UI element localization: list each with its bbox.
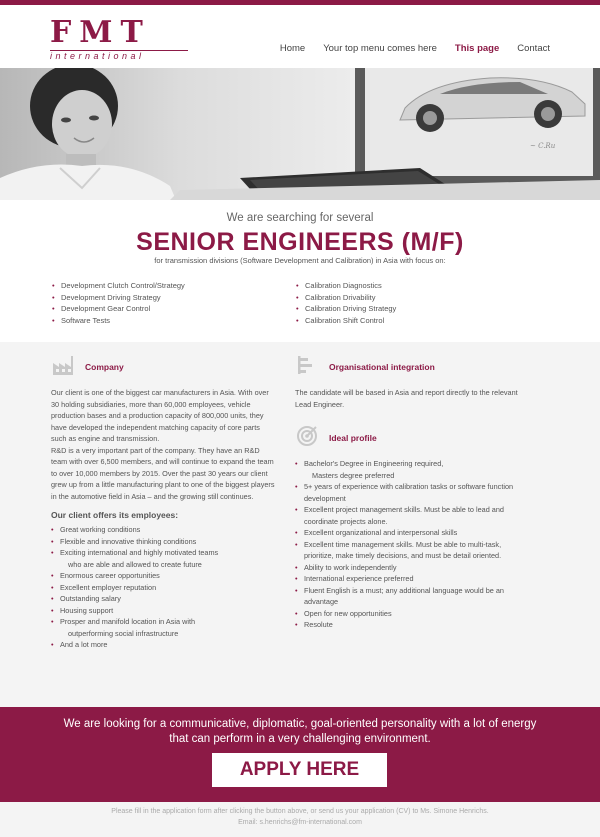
hero-image [0,68,600,200]
list-item: • Open for new opportunities [295,608,520,620]
focus-item: • Calibration Driving Strategy [296,303,396,315]
nav-this-page[interactable]: This page [454,43,500,54]
list-item: • Excellent project management skills. Must be able to lead and coordinate projects alone. [295,504,520,527]
cta-text: We are looking for a communicative, diplomatic, goal-oriented personality with a lot of energy that can perform in a very challenging environment. [63,718,537,745]
list-item: • Prosper and manifold location in Asia with outperforming social infrastructure [51,616,276,639]
svg-text:~ C.Ru: ~ C.Ru [530,142,556,150]
job-subheading: for transmission divisions (Software Development and Calibration) in Asia with focus on: [154,256,446,265]
apply-here-button[interactable]: APPLY HERE [212,753,387,787]
footer-email[interactable]: Email: s.henrichs@fm-international.com [238,819,362,826]
nav-top-menu[interactable]: Your top menu comes here [323,43,437,54]
job-headline: SENIOR ENGINEERS (M/F) [136,228,464,256]
call-to-action-banner [0,707,600,802]
list-item: • Fluent English is a must; any additional language would be an advantage [295,585,520,608]
logo-wordmark: FMT [50,15,151,50]
footer-instructions: Please fill in the application form after clicking the button above, or send us your application (CV) to Ms. Simone Henrichs. [111,808,489,815]
site-header [0,5,600,68]
organisation-header [295,355,520,379]
profile-header [295,426,520,450]
profile-title: Ideal profile [329,433,377,443]
company-title: Company [85,362,124,372]
list-item: • 5+ years of experience with calibration tasks or software function development [295,481,520,504]
list-item: • Excellent organizational and interpersonal skills [295,527,520,539]
focus-list-left [52,280,185,326]
company-section [51,355,276,651]
list-item: • Enormous career opportunities [51,570,276,582]
engineer-at-computer-illustration [0,68,600,200]
nav-contact[interactable]: Contact [517,43,550,54]
list-item: • International experience preferred [295,573,520,585]
list-item: • Bachelor's Degree in Engineering required, Masters degree preferred [295,458,520,481]
list-item: • Flexible and innovative thinking conditions [51,536,276,548]
list-item: • Outstanding salary [51,593,276,605]
nav-home[interactable]: Home [279,43,306,54]
logo-subtitle: international [50,51,145,61]
focus-item: • Calibration Diagnostics [296,280,396,292]
company-rnd-description: R&D is a very important part of the company. They have an R&D team with over 6,500 members, and will continue to expand the team to over 10,000 members by 2015. Over the past 30 years our client grew up from a little manufacturing plant to one of the biggest players in the automotive field in Asia – and the growing still continues. [51,445,275,501]
list-item: • Resolute [295,619,520,631]
factory-icon [51,353,75,382]
organisation-section [295,355,520,631]
offers-heading: Our client offers its employees: [51,510,179,520]
organisation-title: Organisational integration [329,362,435,372]
focus-item: • Calibration Drivability [296,292,396,304]
list-item: • Excellent time management skills. Must be able to multi-task, prioritize, make timely decisions, and must be detail oriented. [295,539,520,562]
organisation-chart-icon [295,353,319,382]
company-header [51,355,276,379]
list-item: • Great working conditions [51,524,276,536]
company-logo[interactable] [50,15,190,63]
organisation-description: The candidate will be based in Asia and report directly to the relevant Lead Engineer. [295,388,518,409]
searching-text: We are searching for several [226,212,374,224]
list-item: • Excellent employer reputation [51,582,276,594]
focus-item: • Software Tests [52,315,185,327]
top-navigation [280,43,550,54]
list-item: • Exciting international and highly motivated teams who are able and allowed to create future [51,547,276,570]
focus-item: • Development Gear Control [52,303,185,315]
list-item: • Housing support [51,605,276,617]
focus-item: • Calibration Shift Control [296,315,396,327]
footer [0,806,600,828]
offers-list [51,524,276,651]
focus-item: • Development Driving Strategy [52,292,185,304]
profile-list [295,458,520,631]
focus-list-right [296,280,396,326]
company-description: Our client is one of the biggest car manufacturers in Asia. With over 30 holding subsidiaries, more than 60,000 employees, vehicle production bases and a production capacity of 800,000 units, they have developed the independent matching capacity of core parts such as engine and transmission. [51,388,269,443]
list-item: • Ability to work independently [295,562,520,574]
job-title-section [0,200,600,342]
target-profile-icon [295,424,319,453]
focus-item: • Development Clutch Control/Strategy [52,280,185,292]
list-item: • And a lot more [51,639,276,651]
